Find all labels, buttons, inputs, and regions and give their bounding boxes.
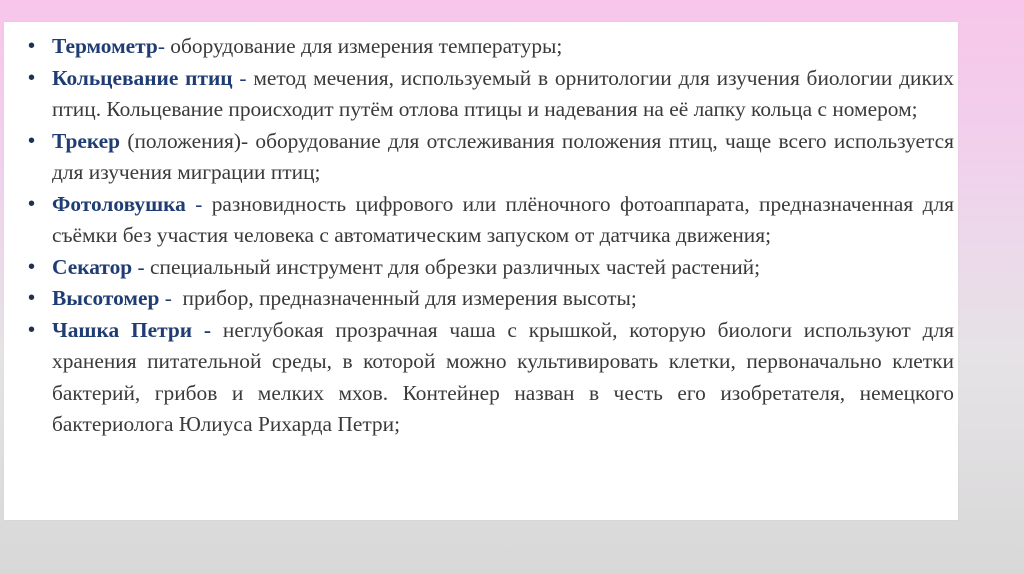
term-name: Трекер [52, 128, 121, 153]
bullet-icon: • [28, 35, 36, 57]
list-item-camera-trap [28, 189, 954, 252]
term-name: Фотоловушка [52, 191, 186, 216]
list-item-altimeter [28, 283, 954, 315]
bullet-icon: • [28, 192, 36, 215]
term-dash: - [232, 65, 247, 90]
term-definition: оборудование для измерения температуры; [164, 34, 563, 58]
term-name: Высотомер [52, 286, 160, 310]
term-definition: прибор, предназначенный для измерения высоты; [171, 286, 637, 310]
term-dash: - [132, 254, 145, 279]
term-definition: специальный инструмент для обрезки различных частей растений; [144, 254, 761, 279]
term-definition: разновидность цифрового или плёночного фотоаппарата, предназначенная для съёмки без участия человека с автоматическим запуском от датчика движения; [52, 191, 954, 247]
slide-content-panel [4, 22, 958, 520]
list-item-tracker [28, 126, 954, 189]
term-name: Секатор [52, 254, 133, 279]
bullet-icon: • [28, 129, 36, 152]
term-dash: - [185, 191, 203, 216]
bullet-icon: • [28, 255, 36, 278]
bullet-icon: • [28, 287, 36, 309]
term-name: Термометр [52, 34, 158, 58]
term-name: Кольцевание птиц [52, 65, 233, 90]
term-dash: - [159, 286, 172, 310]
bullet-icon: • [28, 318, 36, 341]
list-item-petri-dish [28, 315, 954, 441]
list-item-bird-ringing [28, 63, 954, 126]
list-item-thermometer [28, 31, 954, 63]
list-item-pruner [28, 252, 954, 284]
term-definition: (положения)- оборудование для отслеживания положения птиц, чаще всего используется для изучения миграции птиц; [52, 128, 954, 184]
term-dash: - [157, 34, 165, 58]
term-name: Чашка Петри - [52, 317, 212, 342]
term-definition: неглубокая прозрачная чаша с крышкой, которую биологи используют для хранения питательной среды, в которой можно культивировать клетки, первоначально клетки бактерий, грибов и мелких мхов. Контейнер назван в честь его изобретателя, немецкого бактериолога Юлиуса Рихарда Петри; [52, 317, 954, 436]
term-list [28, 31, 954, 441]
bullet-icon: • [28, 66, 36, 89]
term-definition: метод мечения, используемый в орнитологии для изучения биологии диких птиц. Кольцевание происходит путём отлова птицы и надевания на её лапку кольца с номером; [52, 65, 954, 121]
